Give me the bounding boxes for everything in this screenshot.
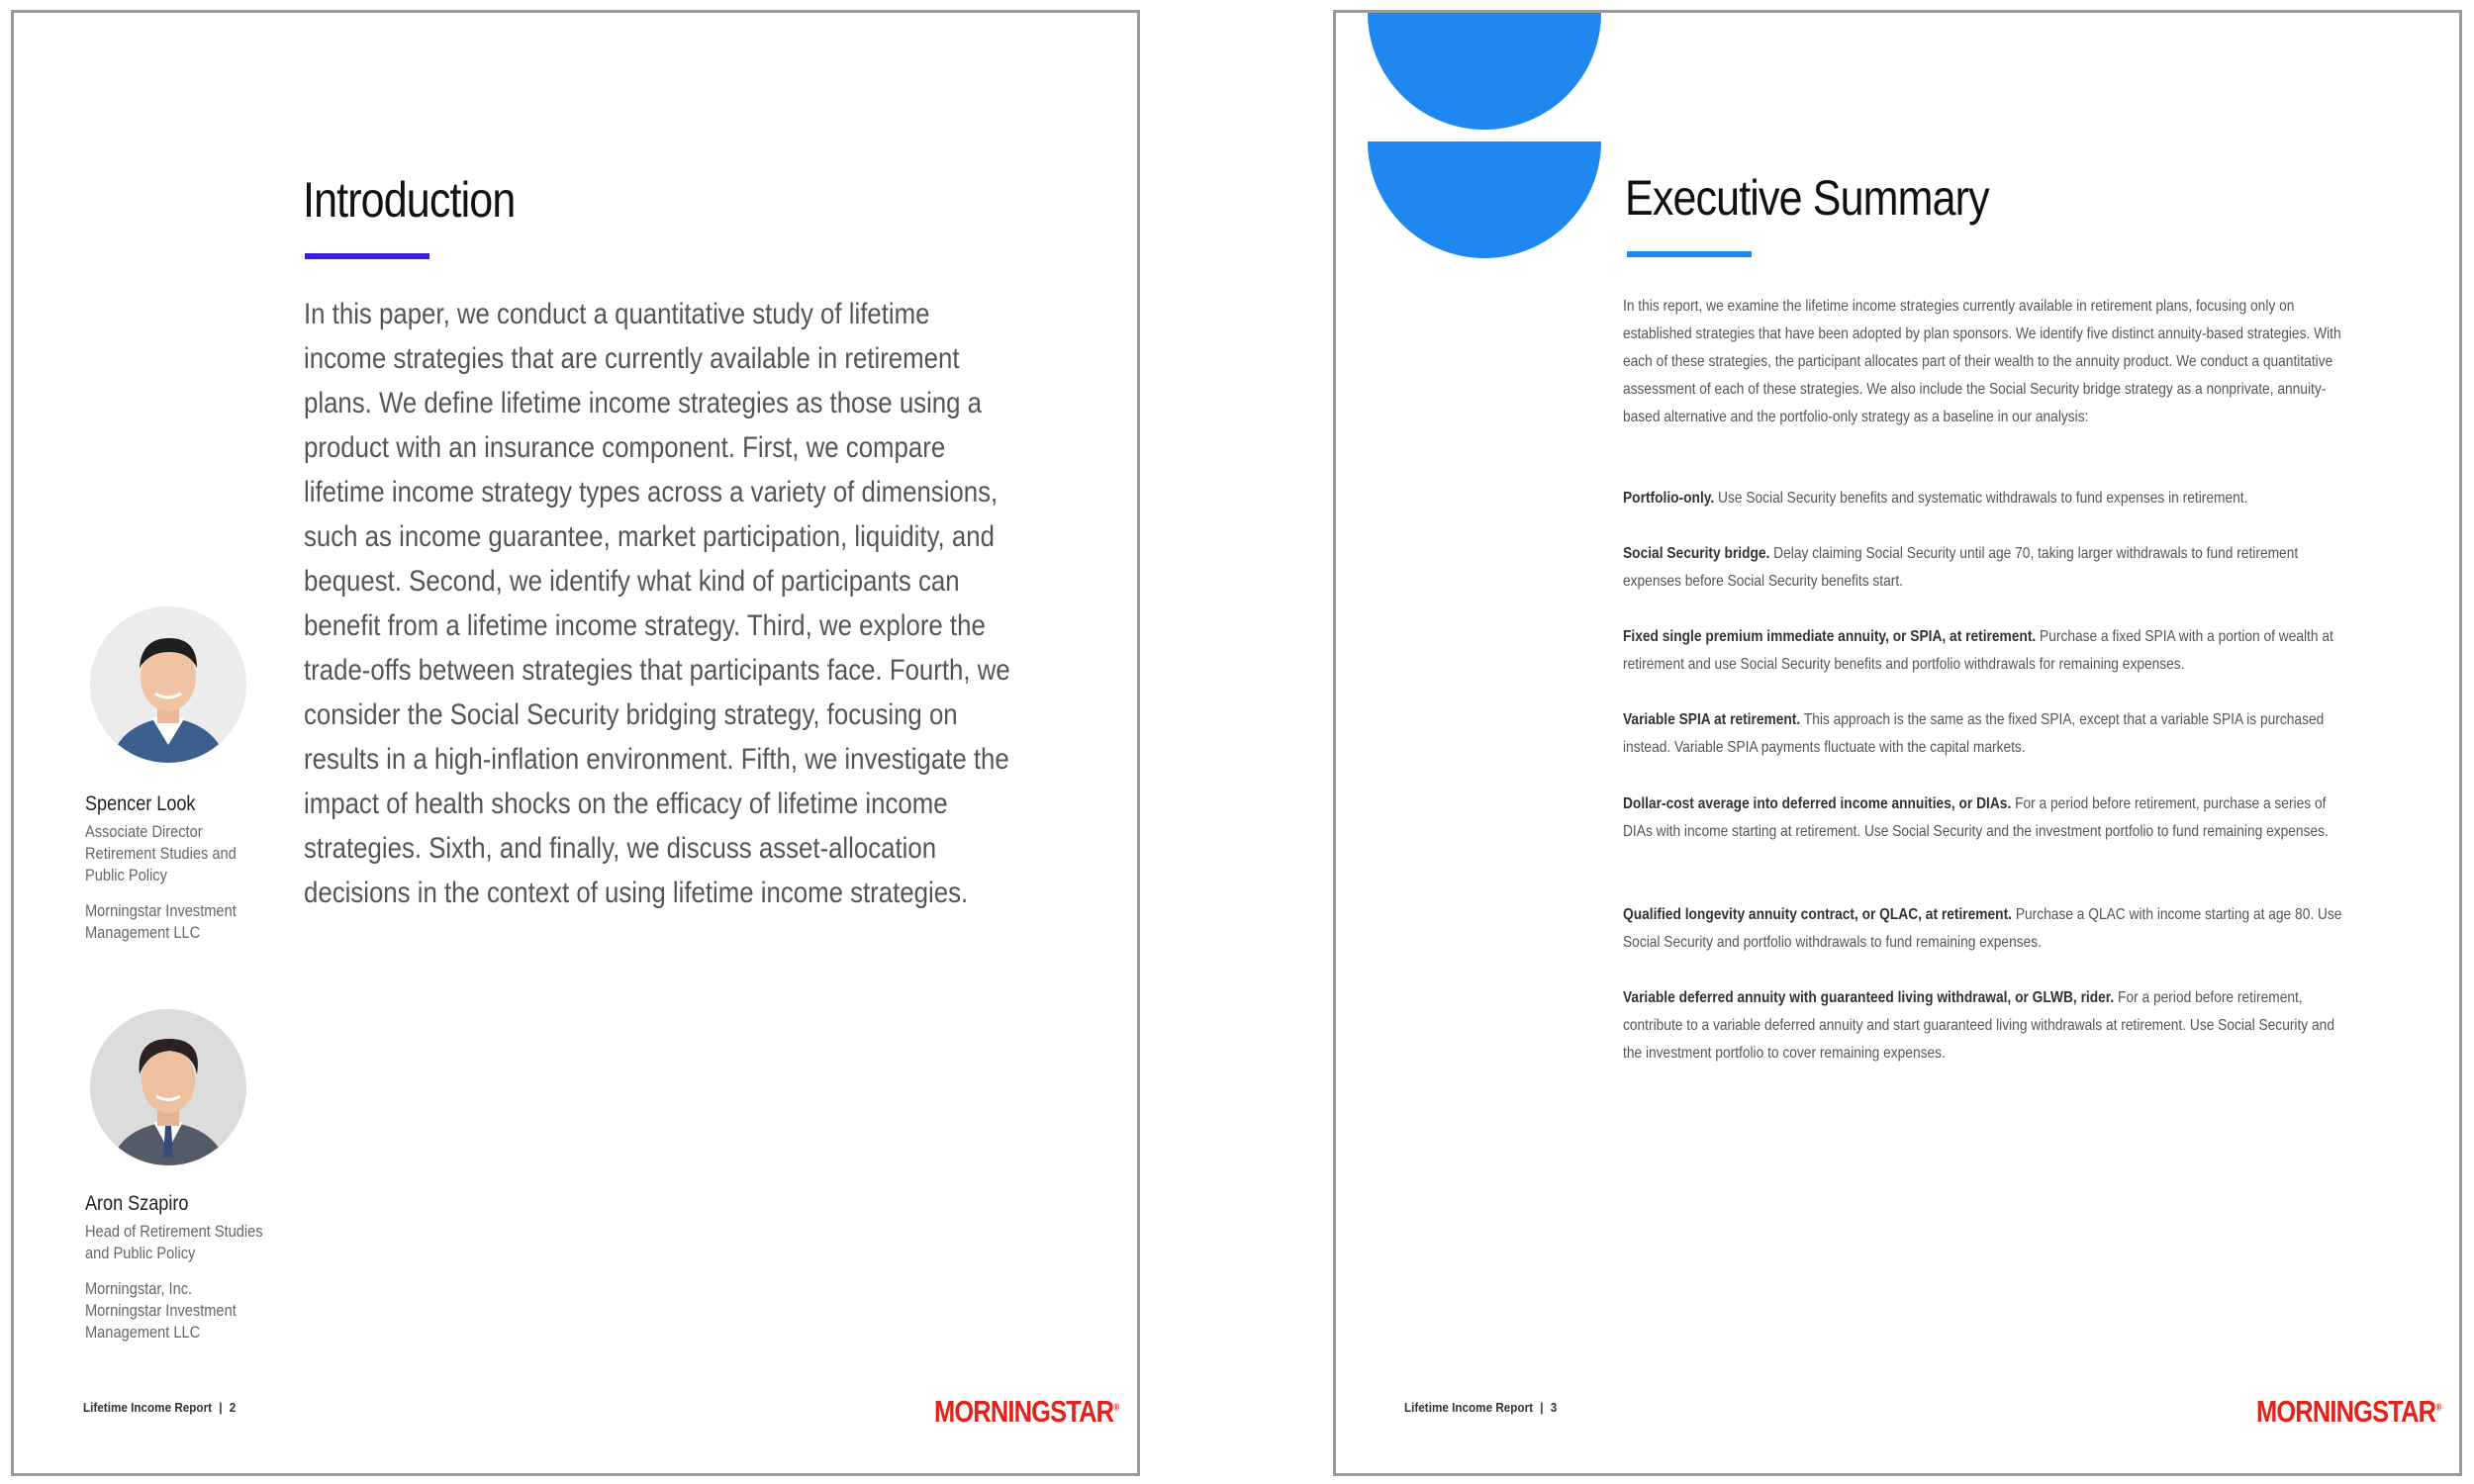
strategy-item-fixed-spia bbox=[1623, 623, 2346, 679]
logo-text: MORNINGSTAR bbox=[2256, 1394, 2436, 1429]
title-underline bbox=[305, 253, 429, 259]
decorative-half-circles-icon bbox=[1366, 13, 1603, 270]
footer-page-number: 2 bbox=[229, 1400, 237, 1415]
strategy-description: Purchase a QLAC with income starting at age 80. Use Social Security and portfolio withdrawals to fund remaining expenses. bbox=[1623, 906, 2342, 951]
footer-separator: | bbox=[1540, 1400, 1544, 1415]
author-photo-aron-szapiro bbox=[90, 1009, 246, 1165]
strategy-description: Delay claiming Social Security until age 70, taking larger withdrawals to fund retirement expenses before Social Security benefits start. bbox=[1623, 545, 2299, 590]
strategy-item-dca-dia bbox=[1623, 790, 2346, 846]
portrait-icon bbox=[90, 1009, 246, 1165]
page-footer bbox=[83, 1400, 236, 1415]
portrait-icon bbox=[90, 606, 246, 763]
logo-registered-mark: ® bbox=[2435, 1402, 2441, 1414]
author-name: Spencer Look bbox=[85, 792, 196, 815]
author-org-line: Management LLC bbox=[85, 923, 201, 942]
strategy-item-variable-spia bbox=[1623, 706, 2346, 762]
strategy-item-glwb bbox=[1623, 984, 2346, 1067]
author-org-line: Morningstar Investment bbox=[85, 901, 237, 920]
strategy-term: Variable deferred annuity with guaranteed living withdrawal, or GLWB, rider. bbox=[1623, 989, 2115, 1006]
author-role-line: Head of Retirement Studies bbox=[85, 1222, 263, 1241]
author-org-line: Morningstar Investment bbox=[85, 1301, 237, 1320]
morningstar-logo bbox=[2256, 1394, 2440, 1430]
strategy-term: Social Security bridge. bbox=[1623, 545, 1770, 562]
logo-text: MORNINGSTAR bbox=[934, 1394, 1114, 1429]
strategy-description: Use Social Security benefits and systematic withdrawals to fund expenses in retirement. bbox=[1714, 490, 2248, 507]
strategy-term: Portfolio-only. bbox=[1623, 490, 1715, 507]
footer-report-title: Lifetime Income Report bbox=[83, 1400, 213, 1415]
strategy-description: For a period before retirement, contribute to a variable deferred annuity and start guaranteed living withdrawals at retirement. Use Social Security and the investment portfolio to cover remaining expenses. bbox=[1623, 989, 2334, 1062]
author-role-line: Public Policy bbox=[85, 866, 167, 884]
author-aron-szapiro bbox=[85, 1192, 281, 1344]
logo-registered-mark: ® bbox=[1113, 1402, 1119, 1414]
strategy-item-portfolio-only bbox=[1623, 485, 2346, 512]
author-name: Aron Szapiro bbox=[85, 1192, 189, 1215]
footer-page-number: 3 bbox=[1550, 1400, 1558, 1415]
footer-report-title: Lifetime Income Report bbox=[1404, 1400, 1534, 1415]
morningstar-logo bbox=[934, 1394, 1118, 1430]
strategy-description: For a period before retirement, purchase a series of DIAs with income starting at retirement. Use Social Security and the investment portfolio to fund remaining expenses. bbox=[1623, 795, 2329, 840]
page-footer bbox=[1404, 1400, 1557, 1415]
author-org-line: Morningstar, Inc. bbox=[85, 1279, 193, 1298]
page-title: Introduction bbox=[303, 172, 516, 228]
author-spencer-look bbox=[85, 792, 281, 944]
title-underline bbox=[1627, 251, 1752, 257]
strategy-item-social-security-bridge bbox=[1623, 540, 2346, 596]
strategy-term: Qualified longevity annuity contract, or QLAC, at retirement. bbox=[1623, 906, 2012, 923]
introduction-body: In this paper, we conduct a quantitative study of lifetime income strategies that are currently available in retirement plans. We define lifetime income strategies as those using a product with an insurance component. First, we compare lifetime income strategy types across a variety of dimensions, such as income guarantee, market participation, liquidity, and bequest. Second, we identify what kind of participants can benefit from a lifetime income strategy. Third, we explore the trade-offs between strategies that participants face. Fourth, we consider the Social Security bridging strategy, focusing on results in a high-inflation environment. Fifth, we investigate the impact of health shocks on the efficacy of lifetime income strategies. Sixth, and finally, we discuss asset-allocation decisions in the context of using lifetime income strategies. bbox=[304, 298, 1010, 909]
author-role-line: and Public Policy bbox=[85, 1244, 196, 1262]
page-title: Executive Summary bbox=[1625, 170, 1989, 226]
author-role-line: Retirement Studies and bbox=[85, 844, 237, 863]
author-org-line: Management LLC bbox=[85, 1323, 201, 1342]
strategy-term: Dollar-cost average into deferred income annuities, or DIAs. bbox=[1623, 795, 2012, 812]
strategy-description: Purchase a fixed SPIA with a portion of wealth at retirement and use Social Security benefits and portfolio withdrawals for remaining expenses. bbox=[1623, 628, 2333, 673]
executive-summary-intro: In this report, we examine the lifetime income strategies currently available in retirement plans, focusing only on established strategies that have been adopted by plan sponsors. We identify five distinct annuity-based strategies. With each of these strategies, the participant allocates part of their wealth to the annuity product. We conduct a quantitative assessment of each of these strategies. We also include the Social Security bridge strategy as a nonprivate, annuity-based alternative and the portfolio-only strategy as a baseline in our analysis: bbox=[1623, 298, 2341, 425]
strategy-term: Variable SPIA at retirement. bbox=[1623, 711, 1801, 728]
page-introduction bbox=[11, 10, 1140, 1476]
strategy-term: Fixed single premium immediate annuity, or SPIA, at retirement. bbox=[1623, 628, 2037, 645]
author-role-line: Associate Director bbox=[85, 822, 203, 841]
page-executive-summary bbox=[1333, 10, 2462, 1476]
footer-separator: | bbox=[219, 1400, 223, 1415]
strategy-description: This approach is the same as the fixed SPIA, except that a variable SPIA is purchased instead. Variable SPIA payments fluctuate with the capital markets. bbox=[1623, 711, 2325, 756]
strategy-item-qlac bbox=[1623, 901, 2346, 957]
author-photo-spencer-look bbox=[90, 606, 246, 763]
